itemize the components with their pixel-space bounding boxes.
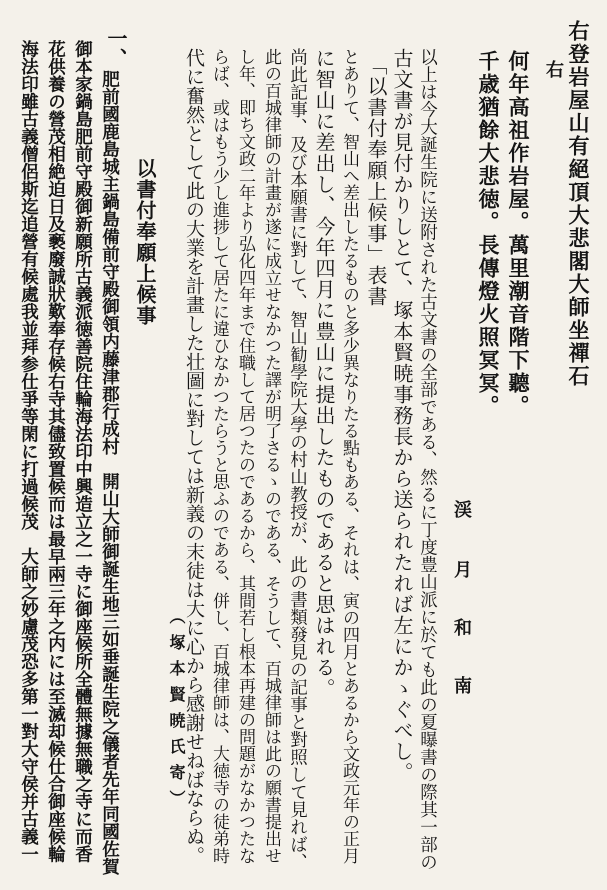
poem-author-char-4: 南 — [451, 676, 472, 694]
poem-author-char-1: 渓 — [451, 500, 472, 518]
document-col-3: 花供養の營茂相絶迫日及褻廢誠狀歎奉存候右寺其儘致置候而は最早兩三年之内には至滅却候仕合御座候輪 — [45, 40, 66, 863]
body-col-7: 此の百城律師の計畫が遂に成立せなかつた譯が明了さるゝのである、そうして、百城律師は此の願書提出せ — [261, 48, 281, 864]
document-col-2: 御本家鍋島肥前守殿御新願所古義派徳善院住輪海法印中興造立之一寺に御座候所全體無據無職之寺に而香 — [72, 40, 93, 863]
poem-right-label: 右 — [543, 60, 564, 80]
body-col-2: 古文書が見付かりしとて、塚本賢暁事務長から送られたれば左にかゝぐべし。 — [390, 48, 414, 783]
body-col-1: 以上は今大誕生院に送附された古文書の全部である、然るに丁度豊山派に於ても此の夏曝書の際其一部の — [417, 48, 438, 871]
body-col-4: とありて、智山へ差出したるものと多少異なりたる點もある、それは、寅の四月とあるから文政元年の正月 — [339, 48, 359, 864]
poem-line-2: 千歳猶餘大悲徳。長傳燈火照冥冥。 — [476, 50, 501, 418]
body-col-8: し年、即ち文政二年より弘化四年まで住職して居つたのであるから、其間若し根本再建の問題がなかつたな — [235, 48, 255, 864]
poem-author-char-2: 月 — [451, 560, 472, 578]
document-bullet: 一、 — [104, 28, 128, 68]
body-col-9: らば、或はもう少し進捗して居たに違ひなかつたらうと思ふのである、併し、百城律師は、大徳寺の徒弟時 — [209, 48, 229, 864]
body-col-3: 「以書付奉願上候事」表書 — [364, 55, 388, 307]
document-heading: 以書付奉願上候事 — [133, 158, 157, 326]
poem-title: 右登岩屋山有絕頂大悲閣大師坐禪石 — [566, 20, 591, 388]
document-col-1: 肥前國鹿島城主鍋島備前守殿御領内藤津郡行成村 開山大師御誕生地三如垂誕生院之儀者先年同國佐賀 — [99, 70, 120, 875]
document-col-4: 海法印雖古義僧侶斯迄追營有候處我並拜参仕爭等閑に打過候茂 大師之妙慮茂恐多第一對大守侯并古義一 — [18, 40, 39, 863]
body-col-10: 代に奮然として此の大業を計畫した壮圖に對しては新義の末徒は大に心から感謝せねばならぬ。 — [183, 48, 205, 865]
body-col-6: 尚此記事、及び本願書に對して、智山勧學院大學の村山教授が、此の書類發見の記事と對照して見れば、 — [287, 48, 308, 871]
body-col-5: に智山に差出し、今年四月に豊山に提出したものであると思はれる。 — [312, 48, 336, 699]
poem-author-char-3: 和 — [451, 618, 472, 636]
note-author: （塚本賢暁氏寄） — [167, 608, 186, 816]
poem-line-1: 何年高祖作岩屋。萬里潮音階下聽。 — [506, 50, 531, 418]
